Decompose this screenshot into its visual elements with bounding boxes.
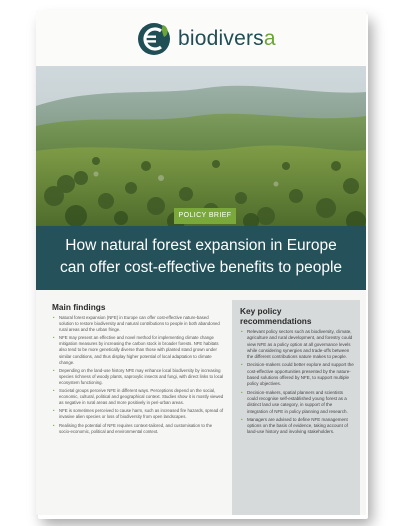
policy-brief-badge [36,208,366,228]
brand-name-part1: biodivers [178,27,264,50]
key-recommendations-heading: Key policy recommendations [240,306,312,326]
list-item: • Relevant policy sectors such as biodiversity, climate, agriculture and rural development, and forestry could view NFE as a policy option at all governance levels while considering synergies and trade-offs between the different contributions nature makes to people. [247,329,354,360]
main-findings-list [52,315,224,435]
list-item: • Depending on the land-use history NFE may enhance local biodiversity by increasing species richness of woody plants, saproxylic insects and fungi, with direct links to local ecosystem functioning. [59,368,224,386]
badge-label: POLICY BRIEF [174,208,236,224]
key-recommendations-section [232,300,360,515]
main-findings-heading: Main findings [52,302,106,312]
header [36,10,366,66]
list-item: • Managers are advised to define NFE management options on the basis of evidence, taking account of land-use history and involving stakeholders. [247,417,354,436]
brand-wordmark [178,27,276,51]
forest-landscape-image [36,66,366,226]
key-recommendations-list [240,329,354,436]
list-item: • Societal groups perceive NFE in different ways. Perceptions depend on the social, economic, cultural, political and geographical context. Studies show it is mostly viewed as negative in rural areas and more positively in peri-urban areas. [59,388,224,406]
euro-leaf-icon [136,21,172,57]
list-item: • Natural forest expansion (NFE) in Europe can offer cost-effective nature-based solution to restore biodiversity and natural contributions to people in both abandoned rural areas and the urban fringe. [59,315,224,333]
title-band [36,226,366,290]
list-item: • Realising the potential of NFE requires context-tailored, and customisation to the socio-economic, political and environmental context. [59,423,224,435]
title-line-2: can offer cost-effective benefits to people [59,259,343,276]
list-item: • NFE is sometimes perceived to cause harm, such as increased fire hazards, spread of invasive alien species or loss of biodiversity from open landscapes. [59,408,224,420]
main-findings-section [52,302,224,437]
brand-name-part2: a [263,27,276,50]
list-item: • NFE may present an effective and novel method for implementing climate change mitigation measures by increasing the carbon stock in broader forests. NFE habitats also tend to be more genetically diverse than those with planted stand grown under similar conditions, and thus display higher potential of local adaptation to climate change. [59,335,224,365]
landscape-photo [36,66,366,226]
list-item: • Decision-makers, spatial planners and scientists could recognise self-established young forest as a distinct land use category, in support of the integration of NFE in policy planning and research. [247,390,354,415]
policy-brief-cover [36,10,366,515]
list-item: • Decision-makers could better explore and support the cost-effective opportunities presented by the nature-based solutions offered by NFE, to support multiple policy objectives. [247,362,354,387]
biodiversa-logo [136,20,276,58]
title-line-1: How natural forest expansion in Europe [65,237,337,254]
document-title [46,235,356,279]
